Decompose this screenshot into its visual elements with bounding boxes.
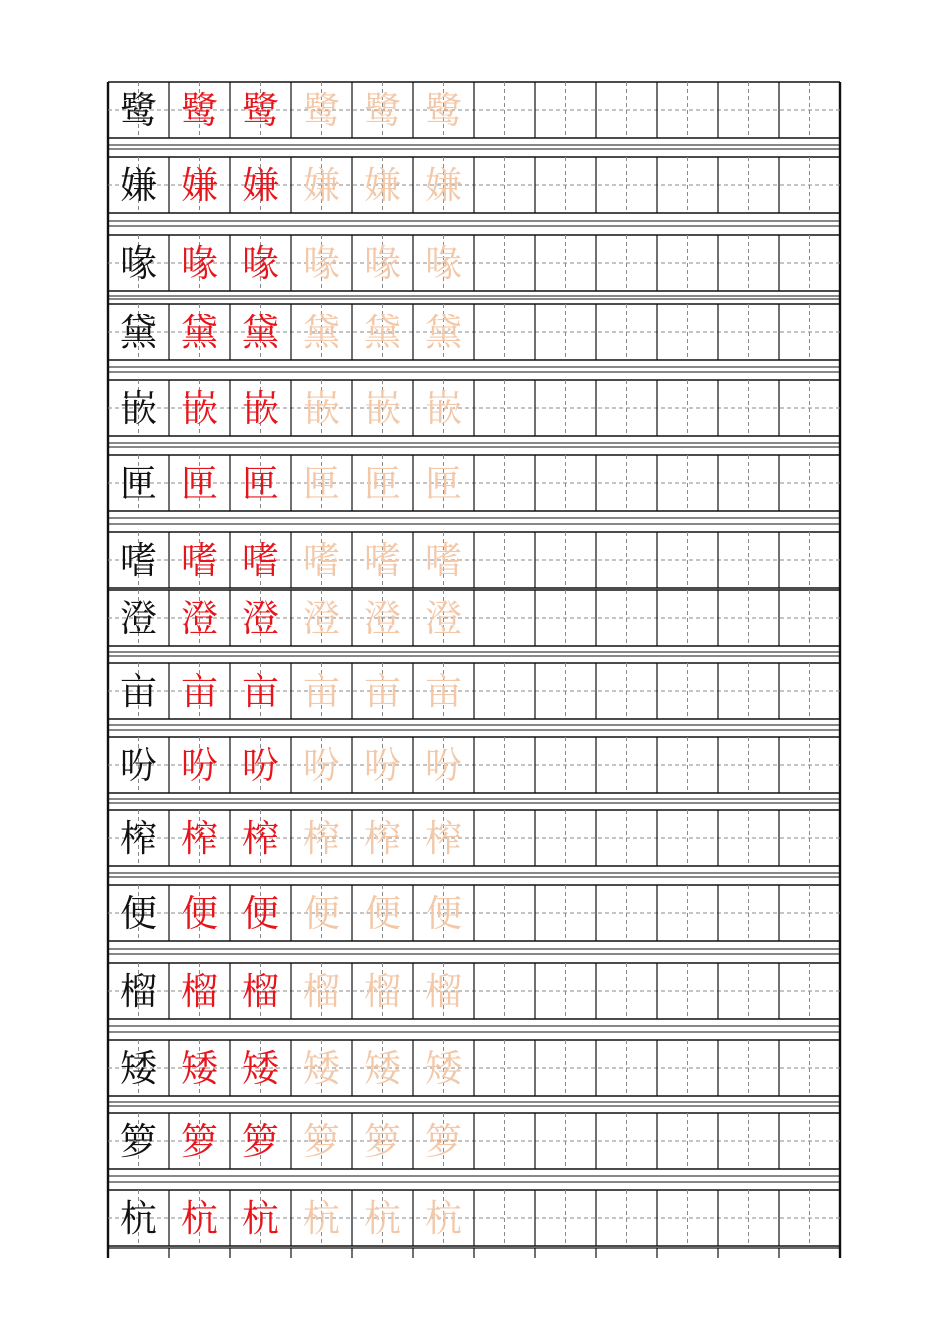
trace-character-red: 榨 <box>181 817 218 860</box>
trace-character-red: 榴 <box>181 970 218 1013</box>
trace-character-red: 嵌 <box>181 387 218 430</box>
trace-character-red: 黛 <box>242 311 279 354</box>
trace-character-faint: 嵌 <box>364 387 401 430</box>
trace-character-faint: 箩 <box>425 1120 462 1163</box>
model-character: 嵌 <box>120 387 157 430</box>
trace-character-red: 嫌 <box>242 164 279 207</box>
trace-character-red: 榴 <box>242 970 279 1013</box>
trace-character-red: 澄 <box>181 597 218 640</box>
model-character: 鹭 <box>120 89 157 132</box>
trace-character-red: 矮 <box>181 1047 218 1090</box>
trace-character-red: 杭 <box>242 1197 279 1240</box>
trace-character-faint: 匣 <box>303 462 340 505</box>
model-character: 亩 <box>120 670 157 713</box>
trace-character-red: 便 <box>242 892 279 935</box>
trace-character-faint: 矮 <box>425 1047 462 1090</box>
trace-character-faint: 便 <box>303 892 340 935</box>
model-character: 便 <box>120 892 157 935</box>
trace-character-faint: 嫌 <box>303 164 340 207</box>
trace-character-faint: 榴 <box>364 970 401 1013</box>
model-character: 喙 <box>120 242 157 285</box>
model-character: 矮 <box>120 1047 157 1090</box>
trace-character-faint: 嗜 <box>364 539 401 582</box>
trace-character-red: 匣 <box>242 462 279 505</box>
trace-character-faint: 榨 <box>425 817 462 860</box>
model-character: 箩 <box>120 1120 157 1163</box>
trace-character-red: 吩 <box>242 744 279 787</box>
trace-character-faint: 榴 <box>303 970 340 1013</box>
trace-character-faint: 杭 <box>303 1197 340 1240</box>
trace-character-red: 吩 <box>181 744 218 787</box>
trace-character-faint: 榴 <box>425 970 462 1013</box>
trace-character-faint: 喙 <box>303 242 340 285</box>
trace-character-faint: 澄 <box>303 597 340 640</box>
model-character: 黛 <box>120 311 157 354</box>
trace-character-faint: 吩 <box>425 744 462 787</box>
trace-character-faint: 嫌 <box>425 164 462 207</box>
trace-character-faint: 喙 <box>425 242 462 285</box>
trace-character-red: 喙 <box>242 242 279 285</box>
trace-character-faint: 鹭 <box>364 89 401 132</box>
trace-character-red: 矮 <box>242 1047 279 1090</box>
trace-character-faint: 嗜 <box>425 539 462 582</box>
trace-character-faint: 嵌 <box>425 387 462 430</box>
trace-character-faint: 榨 <box>303 817 340 860</box>
trace-character-red: 喙 <box>181 242 218 285</box>
trace-character-red: 便 <box>181 892 218 935</box>
model-character: 榨 <box>120 817 157 860</box>
trace-character-red: 澄 <box>242 597 279 640</box>
trace-character-faint: 矮 <box>303 1047 340 1090</box>
trace-character-faint: 亩 <box>364 670 401 713</box>
trace-character-red: 箩 <box>181 1120 218 1163</box>
trace-character-faint: 箩 <box>364 1120 401 1163</box>
trace-character-red: 亩 <box>181 670 218 713</box>
trace-character-red: 鹭 <box>181 89 218 132</box>
trace-character-faint: 亩 <box>303 670 340 713</box>
model-character: 嗜 <box>120 539 157 582</box>
trace-character-faint: 吩 <box>364 744 401 787</box>
trace-character-faint: 杭 <box>425 1197 462 1240</box>
trace-character-red: 嫌 <box>181 164 218 207</box>
trace-character-faint: 嗜 <box>303 539 340 582</box>
model-character: 吩 <box>120 744 157 787</box>
trace-character-faint: 矮 <box>364 1047 401 1090</box>
trace-character-faint: 嫌 <box>364 164 401 207</box>
trace-character-faint: 箩 <box>303 1120 340 1163</box>
model-character: 嫌 <box>120 164 157 207</box>
trace-character-faint: 黛 <box>364 311 401 354</box>
trace-character-red: 杭 <box>181 1197 218 1240</box>
trace-character-red: 黛 <box>181 311 218 354</box>
trace-character-faint: 杭 <box>364 1197 401 1240</box>
trace-character-faint: 亩 <box>425 670 462 713</box>
trace-character-red: 榨 <box>242 817 279 860</box>
trace-character-faint: 匣 <box>364 462 401 505</box>
trace-character-faint: 鹭 <box>303 89 340 132</box>
trace-character-faint: 嵌 <box>303 387 340 430</box>
trace-character-red: 嗜 <box>242 539 279 582</box>
model-character: 匣 <box>120 462 157 505</box>
trace-character-red: 鹭 <box>242 89 279 132</box>
trace-character-red: 匣 <box>181 462 218 505</box>
trace-character-faint: 匣 <box>425 462 462 505</box>
trace-character-faint: 榨 <box>364 817 401 860</box>
trace-character-red: 嗜 <box>181 539 218 582</box>
trace-character-faint: 便 <box>364 892 401 935</box>
trace-character-red: 嵌 <box>242 387 279 430</box>
trace-character-faint: 喙 <box>364 242 401 285</box>
model-character: 澄 <box>120 597 157 640</box>
model-character: 杭 <box>120 1197 157 1240</box>
model-character: 榴 <box>120 970 157 1013</box>
trace-character-faint: 澄 <box>364 597 401 640</box>
trace-character-red: 亩 <box>242 670 279 713</box>
trace-character-faint: 黛 <box>425 311 462 354</box>
trace-character-faint: 便 <box>425 892 462 935</box>
trace-character-faint: 澄 <box>425 597 462 640</box>
trace-character-faint: 黛 <box>303 311 340 354</box>
trace-character-red: 箩 <box>242 1120 279 1163</box>
trace-character-faint: 吩 <box>303 744 340 787</box>
trace-character-faint: 鹭 <box>425 89 462 132</box>
